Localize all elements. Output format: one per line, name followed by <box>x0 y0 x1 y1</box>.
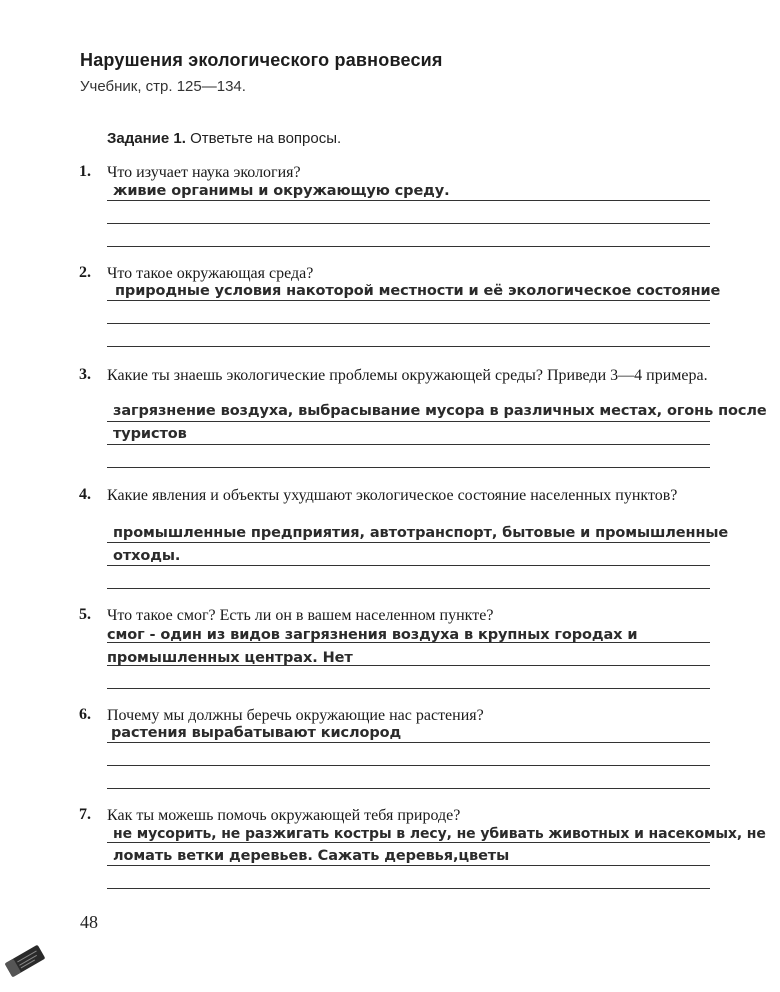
writing-line <box>107 665 710 666</box>
textbook-reference: Учебник, стр. 125—134. <box>80 78 246 95</box>
writing-line <box>107 346 710 347</box>
question-number: 7. <box>79 806 91 823</box>
page-title: Нарушения экологического равновесия <box>80 50 443 70</box>
question-text: Что такое окружающая среда? <box>107 265 314 282</box>
question-number: 1. <box>79 163 91 180</box>
answer-line: не мусорить, не разжигать костры в лесу, не убивать животных и насекомых, не <box>113 826 766 842</box>
writing-line <box>107 742 710 743</box>
writing-line <box>107 565 710 566</box>
question-number: 2. <box>79 264 91 281</box>
writing-line <box>107 223 710 224</box>
answer-line: живие органимы и окружающую среду. <box>113 183 450 199</box>
writing-line <box>107 865 710 866</box>
question-number: 4. <box>79 486 91 503</box>
writing-line <box>107 300 710 301</box>
answer-line: растения вырабатывают кислород <box>111 725 402 741</box>
writing-line <box>107 788 710 789</box>
question-text: Что такое смог? Есть ли он в вашем населенном пункте? <box>107 607 494 624</box>
question-text: Какие ты знаешь экологические проблемы окружающей среды? Приведи 3—4 примера. <box>107 367 708 384</box>
writing-line <box>107 888 710 889</box>
answer-line: промышленных центрах. Нет <box>107 650 353 666</box>
writing-line <box>107 542 710 543</box>
question-text: Какие явления и объекты ухудшают экологическое состояние населенных пунктов? <box>107 487 678 504</box>
writing-line <box>107 842 710 843</box>
question-text: Почему мы должны беречь окружающие нас растения? <box>107 707 484 724</box>
question-text: Как ты можешь помочь окружающей тебя природе? <box>107 807 461 824</box>
task-text: Ответьте на вопросы. <box>190 130 342 147</box>
writing-line <box>107 200 710 201</box>
writing-line <box>107 246 710 247</box>
writing-line <box>107 444 710 445</box>
answer-line: смог - один из видов загрязнения воздуха в крупных городах и <box>107 627 638 643</box>
question-text: Что изучает наука экология? <box>107 164 301 181</box>
task-heading <box>107 130 341 147</box>
question-number: 5. <box>79 606 91 623</box>
writing-line <box>107 323 710 324</box>
writing-line <box>107 765 710 766</box>
question-number: 3. <box>79 366 91 383</box>
answer-line: природные условия накоторой местности и её экологическое состояние <box>115 283 721 299</box>
writing-line <box>107 642 710 643</box>
question-number: 6. <box>79 706 91 723</box>
writing-line <box>107 688 710 689</box>
answer-line: загрязнение воздуха, выбрасывание мусора в различных местах, огонь после <box>113 403 767 419</box>
writing-line <box>107 467 710 468</box>
page-number: 48 <box>80 912 98 932</box>
eraser-logo-icon <box>2 944 48 978</box>
answer-line: промышленные предприятия, автотранспорт, бытовые и промышленные <box>113 525 729 541</box>
answer-line: ломать ветки деревьев. Сажать деревья,цветы <box>113 848 510 864</box>
answer-line: отходы. <box>113 548 181 564</box>
task-label: Задание 1. <box>107 130 186 147</box>
answer-line: туристов <box>113 426 187 442</box>
writing-line <box>107 588 710 589</box>
writing-line <box>107 421 710 422</box>
